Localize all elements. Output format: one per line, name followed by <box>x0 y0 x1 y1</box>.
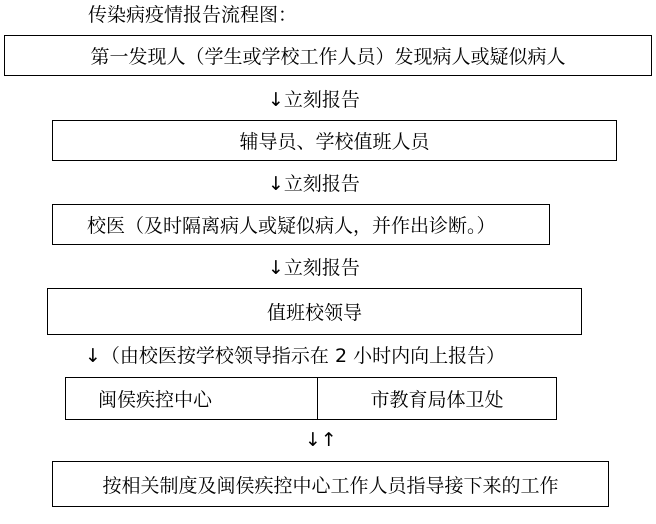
step-duty-school-leader: 值班校领导 <box>47 288 582 335</box>
arrow-report-1: ↓立刻报告 <box>268 89 360 111</box>
step-education-bureau: 市教育局体卫处 <box>370 389 504 411</box>
step-counselor-duty-staff: 辅导员、学校值班人员 <box>52 120 617 161</box>
step-cdc-minhou: 闽侯疾控中心 <box>66 378 318 419</box>
step-first-discoverer: 第一发现人（学生或学校工作人员）发现病人或疑似病人 <box>4 35 652 76</box>
step-report-targets <box>65 377 557 420</box>
arrow-bidirectional: ↓↑ <box>305 429 337 451</box>
arrow-report-4: ↓（由校医按学校领导指示在 2 小时内向上报告） <box>85 345 506 367</box>
step-school-doctor: 校医（及时隔离病人或疑似病人，并作出诊断。） <box>52 204 550 245</box>
arrow-report-3: ↓立刻报告 <box>268 257 360 279</box>
page-title: 传染病疫情报告流程图： <box>88 4 298 26</box>
arrow-report-2: ↓立刻报告 <box>268 173 360 195</box>
step-follow-guidance: 按相关制度及闽侯疾控中心工作人员指导接下来的工作 <box>52 461 609 507</box>
